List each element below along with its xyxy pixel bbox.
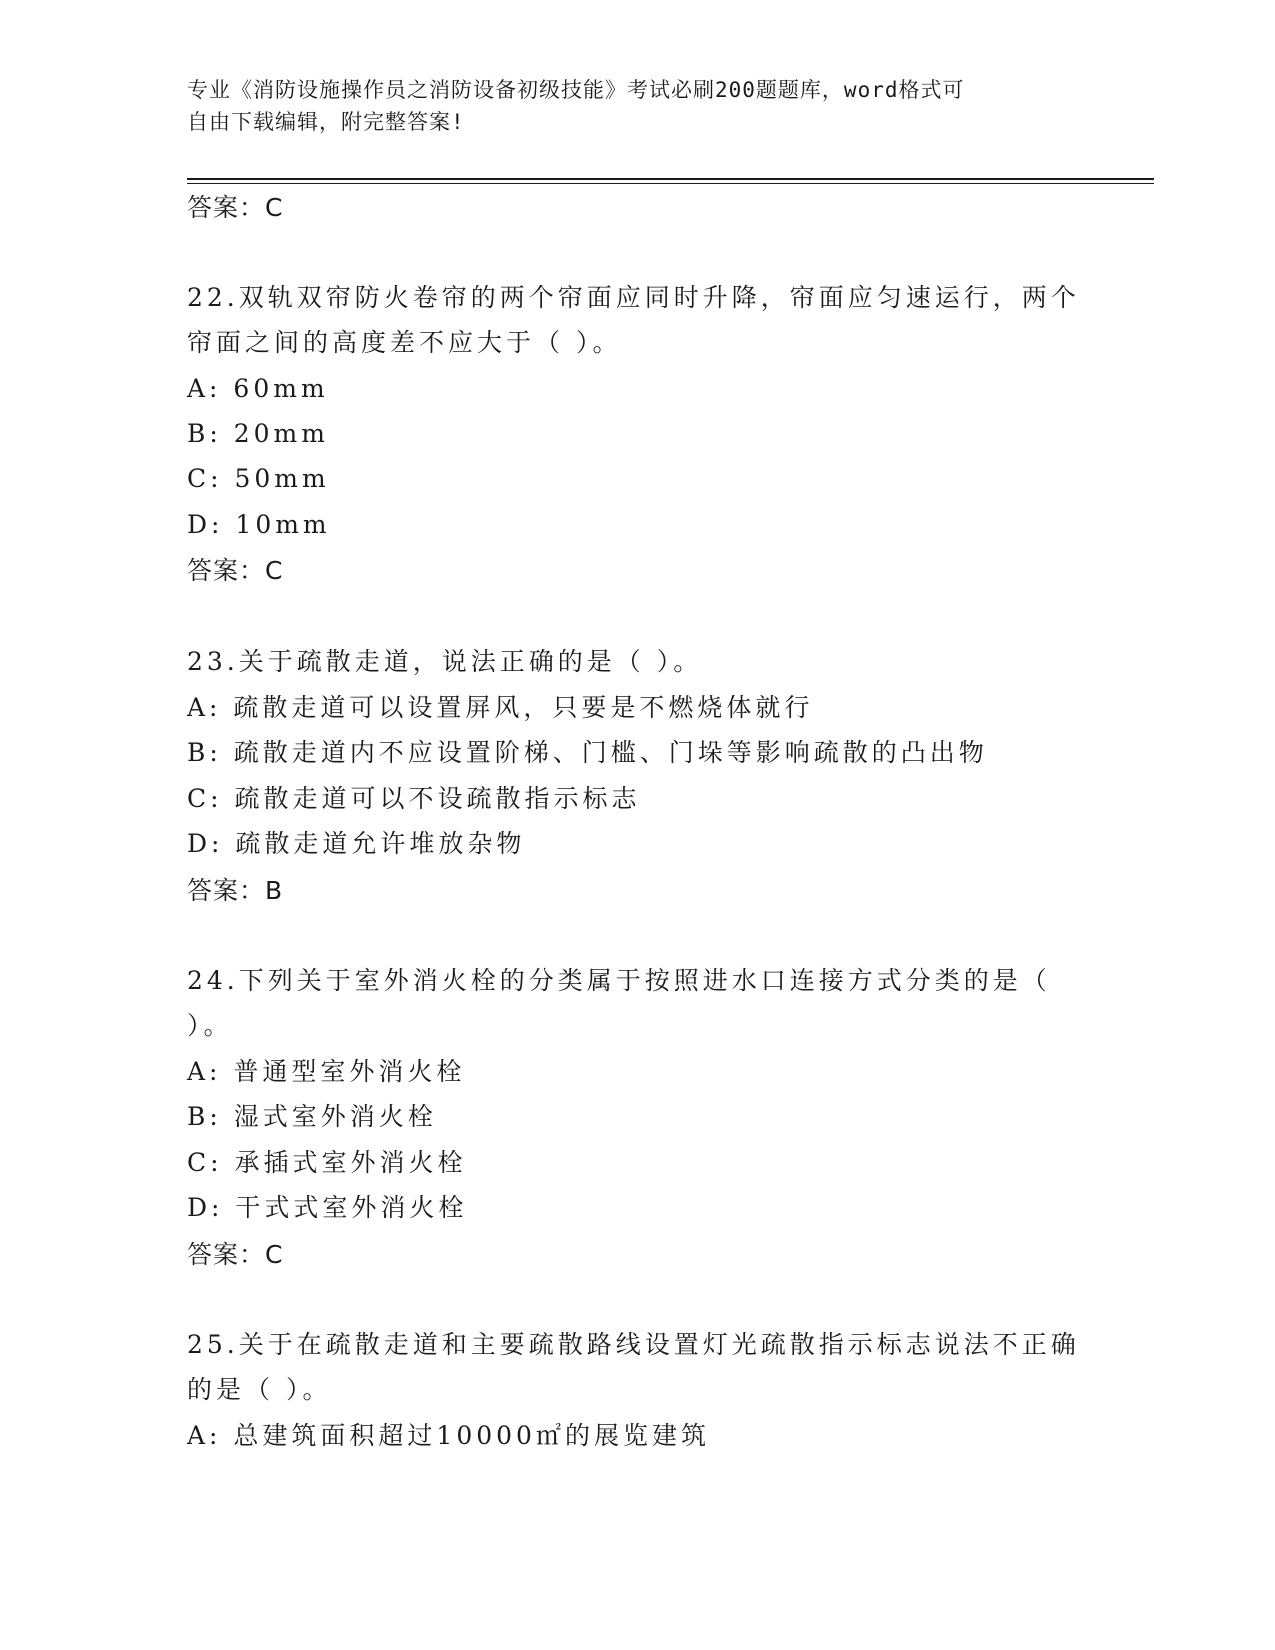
header-line-1: 专业《消防设施操作员之消防设备初级技能》考试必刷200题题库，word格式可	[187, 78, 965, 102]
option-d: D: 干式式室外消火栓	[187, 1193, 468, 1222]
question-stem-line: 的是（ ）。	[187, 1375, 332, 1404]
option-a: A: 普通型室外消火栓	[187, 1057, 466, 1086]
question-stem-line: 帘面之间的高度差不应大于（ ）。	[187, 328, 622, 357]
question-stem-line: 25.关于在疏散走道和主要疏散路线设置灯光疏散指示标志说法不正确	[187, 1330, 1080, 1359]
answer: 答案：C	[187, 556, 284, 585]
option-a: A: 60mm	[187, 374, 329, 403]
answer-prev: 答案：C	[187, 193, 284, 222]
option-b: B: 20mm	[187, 419, 329, 448]
option-c: C: 承插式室外消火栓	[187, 1148, 467, 1177]
option-d: D: 疏散走道允许堆放杂物	[187, 829, 526, 858]
header-rule-thick	[187, 178, 1154, 180]
question-stem-line: 22.双轨双帘防火卷帘的两个帘面应同时升降，帘面应匀速运行，两个	[187, 283, 1080, 312]
question-stem-line: 23.关于疏散走道，说法正确的是（ ）。	[187, 647, 703, 676]
option-b: B: 疏散走道内不应设置阶梯、门槛、门垛等影响疏散的凸出物	[187, 738, 988, 767]
option-c: C: 50mm	[187, 464, 330, 493]
option-a: A: 总建筑面积超过10000㎡的展览建筑	[187, 1421, 710, 1450]
option-c: C: 疏散走道可以不设疏散指示标志	[187, 784, 641, 813]
header-line-2: 自由下载编辑，附完整答案!	[187, 110, 465, 134]
option-b: B: 湿式室外消火栓	[187, 1102, 437, 1131]
header-rule-thin	[187, 183, 1154, 184]
header-text	[187, 74, 1087, 138]
answer: 答案：C	[187, 1240, 284, 1269]
question-stem-line: 24.下列关于室外消火栓的分类属于按照进水口连接方式分类的是（	[187, 966, 1051, 995]
question-stem-line: ）。	[187, 1011, 233, 1040]
answer: 答案：B	[187, 876, 284, 905]
option-a: A: 疏散走道可以设置屏风，只要是不燃烧体就行	[187, 693, 814, 722]
option-d: D: 10mm	[187, 510, 331, 539]
